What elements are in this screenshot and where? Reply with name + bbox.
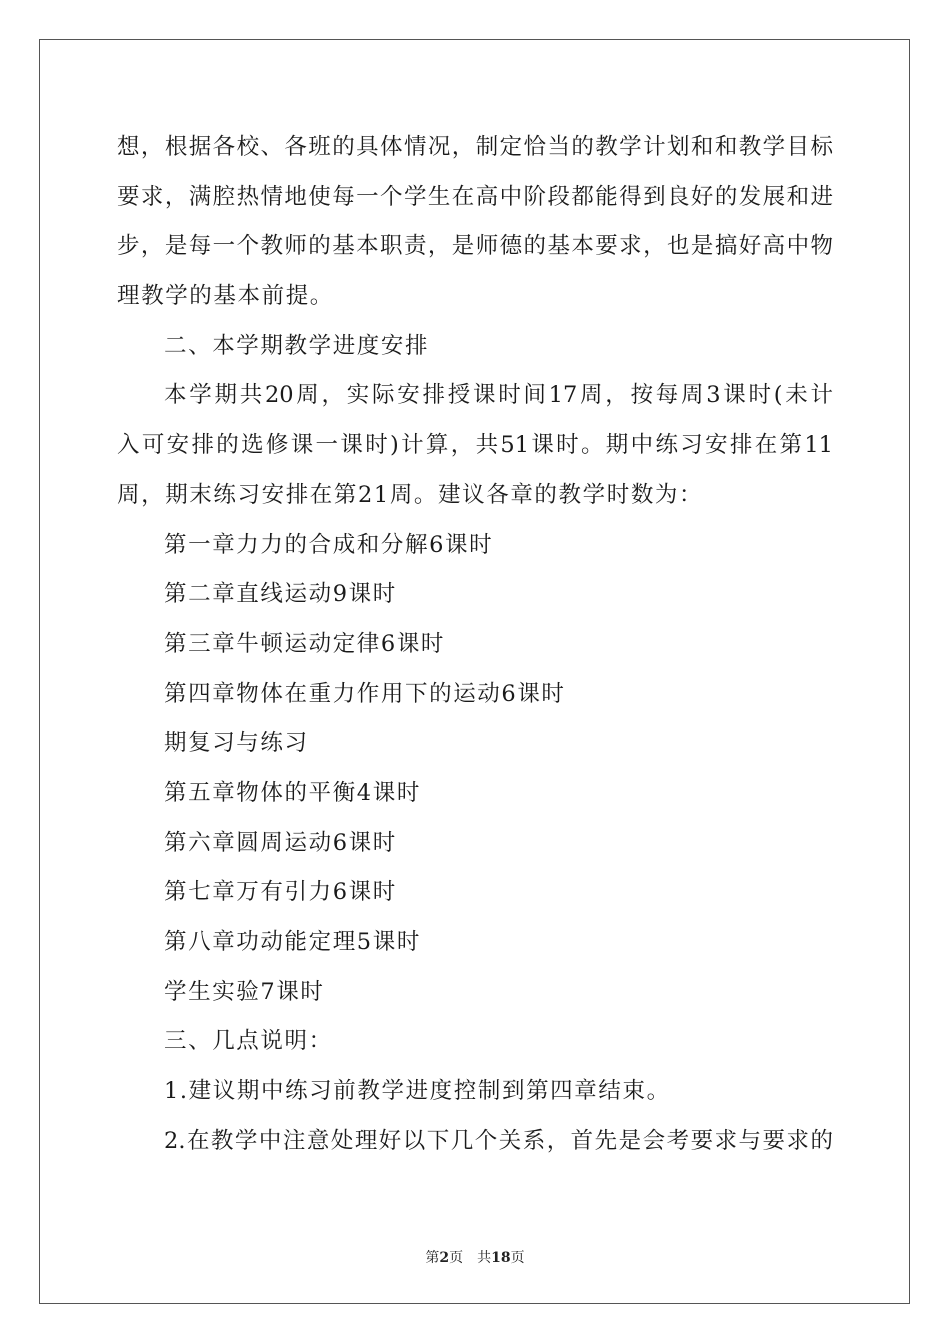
paragraph-line: 1.建议期中练习前教学进度控制到第四章结束。: [164, 1078, 671, 1105]
list-item: 第六章圆周运动6课时: [164, 829, 397, 856]
paragraph-line: 周，期末练习安排在第21周。建议各章的教学时数为：: [117, 481, 704, 508]
paragraph-line: 想，根据各校、各班的具体情况，制定恰当的教学计划和和教学目标: [117, 134, 833, 160]
list-item: 第一章力力的合成和分解6课时: [164, 531, 494, 558]
page-total-label: 共18页: [477, 1250, 525, 1266]
list-item: 第四章物体在重力作用下的运动6课时: [164, 680, 566, 707]
list-item: 第八章功动能定理5课时: [164, 929, 421, 955]
paragraph-line: 理教学的基本前提。: [117, 283, 334, 310]
section-heading: 三、几点说明：: [164, 1028, 333, 1055]
paragraph-line: 入可安排的选修课一课时)计算，共51课时。期中练习安排在第11: [117, 432, 833, 459]
paragraph-line: 步，是每一个教师的基本职责，是师德的基本要求，也是搞好高中物: [117, 233, 833, 260]
paragraph-line: 要求，满腔热情地使每一个学生在高中阶段都能得到良好的发展和进: [117, 183, 833, 210]
document-body: [117, 123, 833, 1166]
list-item: 第七章万有引力6课时: [164, 879, 397, 906]
section-heading: 二、本学期教学进度安排: [164, 332, 430, 359]
list-item: 第三章牛顿运动定律6课时: [164, 630, 446, 657]
page-number-label: 第2页: [425, 1250, 464, 1266]
list-item: 学生实验7课时: [164, 978, 325, 1005]
page-footer: [0, 1247, 950, 1267]
paragraph-line: 本学期共20周，实际安排授课时间17周，按每周3课时(未计: [164, 382, 833, 409]
list-item: 期复习与练习: [164, 730, 309, 757]
list-item: 第五章物体的平衡4课时: [164, 779, 421, 806]
list-item: 第二章直线运动9课时: [164, 581, 397, 608]
paragraph-line: 2.在教学中注意处理好以下几个关系，首先是会考要求与要求的: [164, 1127, 833, 1154]
